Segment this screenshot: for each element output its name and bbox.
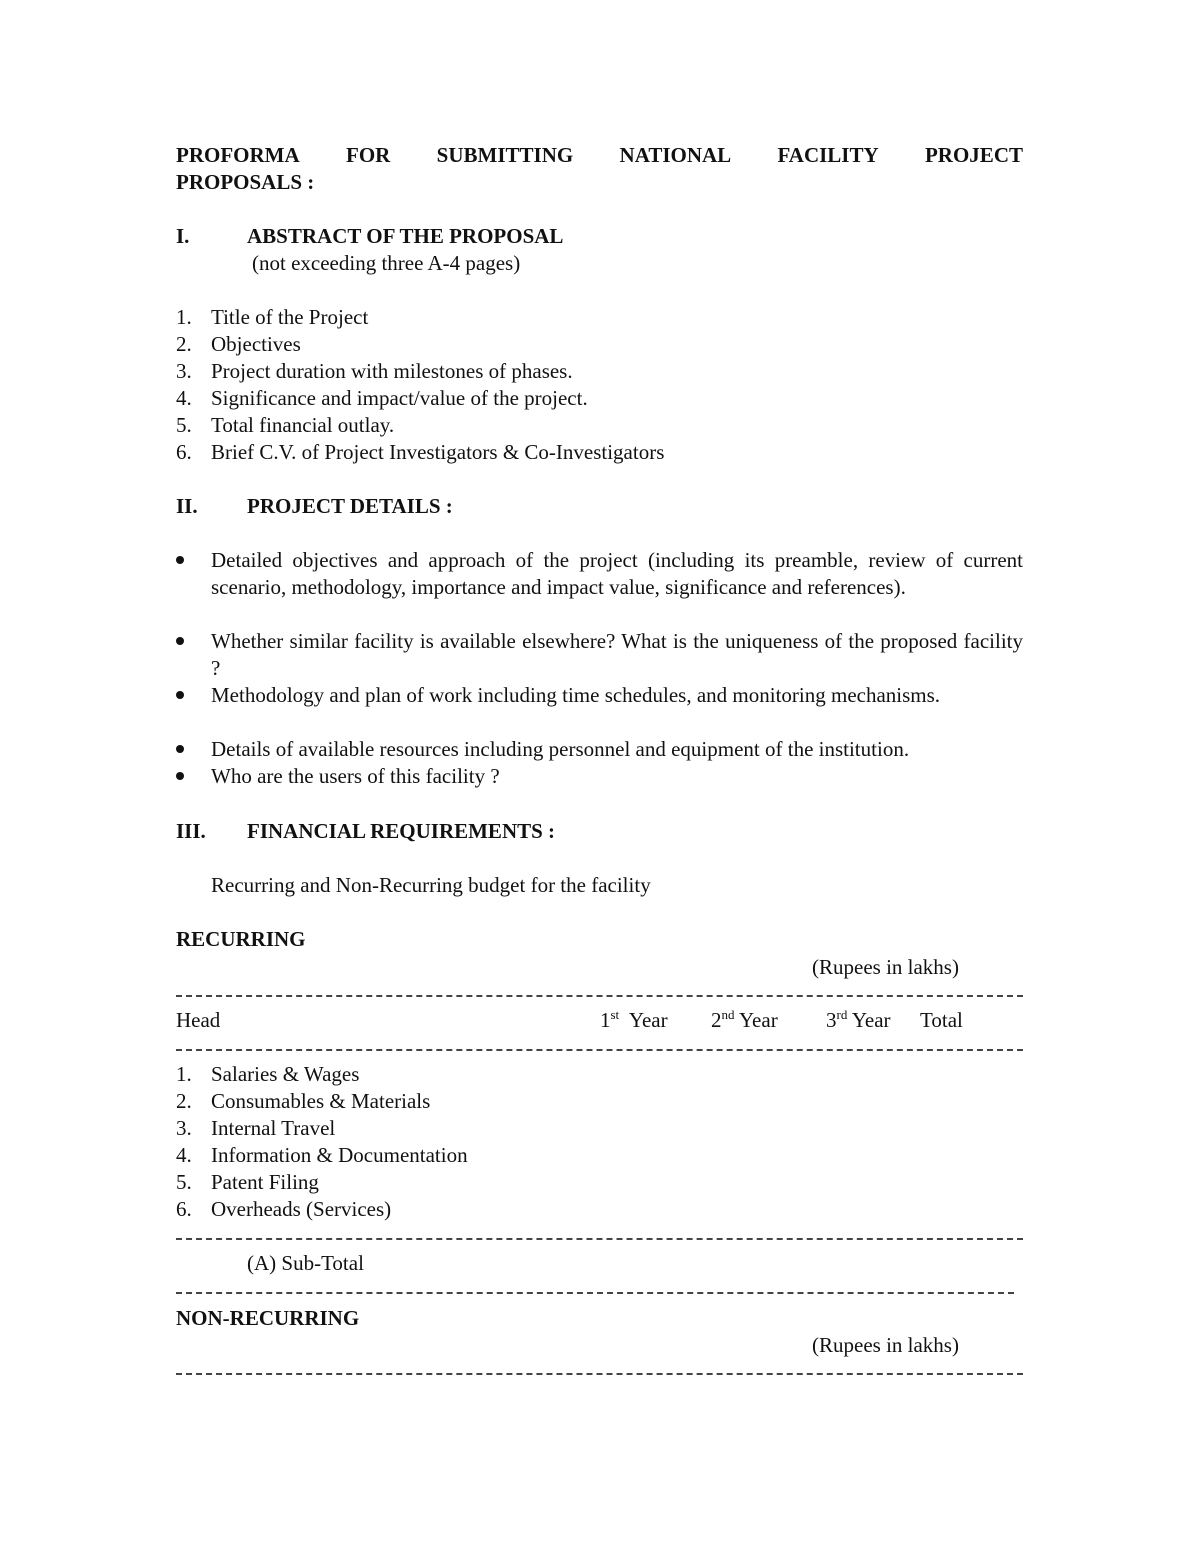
table-row: [176, 1088, 430, 1115]
row-number: 2.: [176, 1089, 192, 1113]
section-1-numeral: I.: [176, 224, 190, 248]
row-number: 4.: [176, 1143, 192, 1167]
year-label: Year: [738, 1008, 778, 1032]
row-head: Consumables & Materials: [211, 1089, 431, 1113]
list-number: 2.: [176, 332, 192, 356]
list-text: Brief C.V. of Project Investigators & Co-Investigators: [211, 440, 665, 464]
year-suffix: nd: [721, 1007, 735, 1022]
row-head: Internal Travel: [211, 1116, 336, 1140]
year-suffix: rd: [836, 1007, 848, 1022]
section-1-heading: ABSTRACT OF THE PROPOSAL: [247, 224, 564, 248]
year-number: 1: [600, 1008, 611, 1032]
row-number: 6.: [176, 1197, 192, 1221]
section-3-numeral: III.: [176, 819, 206, 843]
recurring-heading: RECURRING: [176, 927, 306, 951]
list-item: [176, 304, 368, 331]
year-label: Year: [851, 1008, 891, 1032]
title-word: SUBMITTING: [436, 143, 574, 167]
row-head: Patent Filing: [211, 1170, 319, 1194]
table-row: [176, 1115, 335, 1142]
bullet-text: Whether similar facility is available elsewhere? What is the uniqueness of the proposed facility ?: [211, 629, 1023, 680]
list-item: [176, 331, 301, 358]
table-row: [176, 1169, 319, 1196]
subtotal-label: (A) Sub-Total: [247, 1251, 364, 1275]
list-text: Total financial outlay.: [211, 413, 395, 437]
section-3-heading: FINANCIAL REQUIREMENTS :: [247, 819, 556, 843]
bullet-icon: [176, 772, 184, 780]
row-number: 1.: [176, 1062, 192, 1086]
column-header-year1: [600, 1007, 668, 1034]
column-header-year2: [711, 1007, 778, 1034]
divider: [176, 1049, 1023, 1051]
section-2-heading: PROJECT DETAILS :: [247, 494, 453, 518]
table-row: [176, 1196, 391, 1223]
list-number: 1.: [176, 305, 192, 329]
list-item: [176, 358, 573, 385]
section-1-note: (not exceeding three A-4 pages): [252, 251, 521, 275]
bullet-item: [176, 736, 1023, 763]
bullet-icon: [176, 637, 184, 645]
divider: [176, 1373, 1023, 1375]
bullet-item: [176, 547, 1023, 601]
list-text: Significance and impact/value of the project.: [211, 386, 588, 410]
list-text: Project duration with milestones of phases.: [211, 359, 573, 383]
column-header-total: Total: [920, 1008, 963, 1032]
row-number: 3.: [176, 1116, 192, 1140]
list-text: Objectives: [211, 332, 301, 356]
list-item: [176, 385, 588, 412]
year-suffix: st: [610, 1007, 620, 1022]
bullet-icon: [176, 691, 184, 699]
row-head: Overheads (Services): [211, 1197, 392, 1221]
year-number: 2: [711, 1008, 722, 1032]
divider: [176, 1238, 1023, 1240]
row-head: Information & Documentation: [211, 1143, 468, 1167]
list-number: 4.: [176, 386, 192, 410]
bullet-text: Who are the users of this facility ?: [211, 764, 500, 788]
column-header-head: Head: [176, 1008, 221, 1032]
year-label: Year: [628, 1008, 668, 1032]
section-3-intro: Recurring and Non-Recurring budget for the facility: [211, 873, 651, 897]
divider: [176, 995, 1023, 997]
table-row: [176, 1061, 359, 1088]
bullet-text: Methodology and plan of work including time schedules, and monitoring mechanisms.: [211, 683, 941, 707]
recurring-unit: (Rupees in lakhs): [812, 955, 959, 979]
bullet-item: [176, 763, 1023, 790]
nonrecurring-heading: NON-RECURRING: [176, 1306, 360, 1330]
document-title-line2: PROPOSALS :: [176, 170, 315, 194]
title-word: PROJECT: [924, 143, 1023, 167]
list-item: [176, 412, 394, 439]
nonrecurring-unit: (Rupees in lakhs): [812, 1333, 959, 1357]
section-2-numeral: II.: [176, 494, 198, 518]
title-word: FACILITY: [777, 143, 879, 167]
list-item: [176, 439, 664, 466]
list-text: Title of the Project: [211, 305, 369, 329]
title-word: FOR: [346, 143, 391, 167]
title-word: PROFORMA: [176, 143, 300, 167]
divider: [176, 1292, 1014, 1294]
bullet-icon: [176, 745, 184, 753]
table-row: [176, 1142, 468, 1169]
list-number: 5.: [176, 413, 192, 437]
column-header-year3: [826, 1007, 891, 1034]
bullet-text: Details of available resources including personnel and equipment of the institution.: [211, 737, 910, 761]
bullet-item: [176, 682, 1023, 709]
bullet-item: [176, 628, 1023, 682]
row-number: 5.: [176, 1170, 192, 1194]
year-number: 3: [826, 1008, 837, 1032]
title-word: NATIONAL: [619, 143, 732, 167]
bullet-text: Detailed objectives and approach of the project (including its preamble, review of current scenario, methodology, importance and impact value, significance and references).: [211, 548, 1023, 599]
list-number: 3.: [176, 359, 192, 383]
row-head: Salaries & Wages: [211, 1062, 360, 1086]
list-number: 6.: [176, 440, 192, 464]
document-title-line1: [176, 142, 1023, 169]
bullet-icon: [176, 556, 184, 564]
